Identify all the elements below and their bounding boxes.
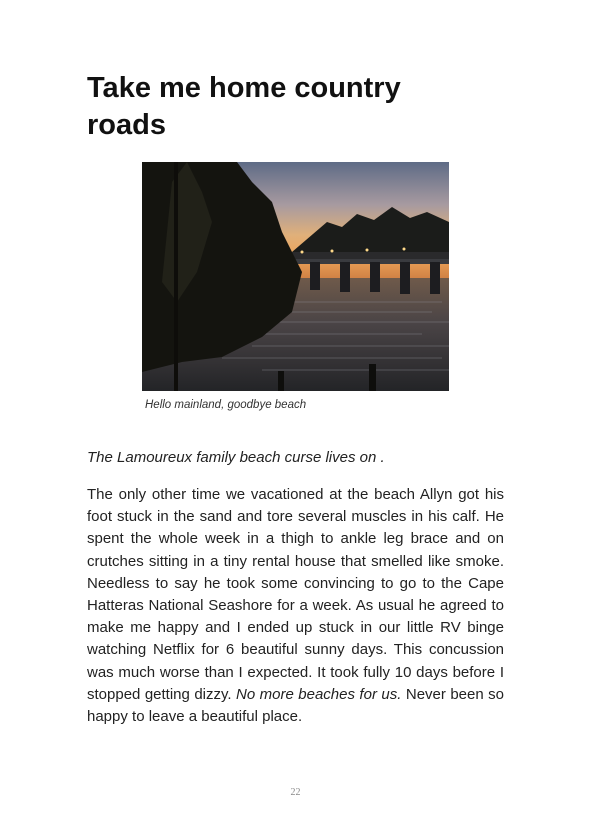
photo-caption: Hello mainland, goodbye beach [145,399,307,411]
page-number: 22 [290,787,301,798]
body-paragraph [87,484,504,728]
page-title: Take me home country roads [87,72,401,141]
body-text-emphasis: No more beaches for us. [236,685,402,703]
body-text-part-2: Never been so happy to leave a beautiful place. [87,685,504,726]
body-text-part-1: The only other time we vacationed at the beach Allyn got his foot stuck in the sand and tore several muscles in his calf. He spent the whole week in a thigh to ankle leg brace and on crutches sitting in a tiny rental house that smelled like smoke. Needless to say he took some convincing to go to the Cape Hatteras National Seashore for a week. As usual he agreed to make me happy and I ended up stuck in our little RV binge watching Netflix for 6 beautiful sunny days. This concussion was much worse than I expected. It took fully 10 days before I stopped getting dizzy. [87,486,504,703]
sunset-bridge-photo [142,162,449,391]
lead-sentence: The Lamoureux family beach curse lives on . [87,449,385,466]
